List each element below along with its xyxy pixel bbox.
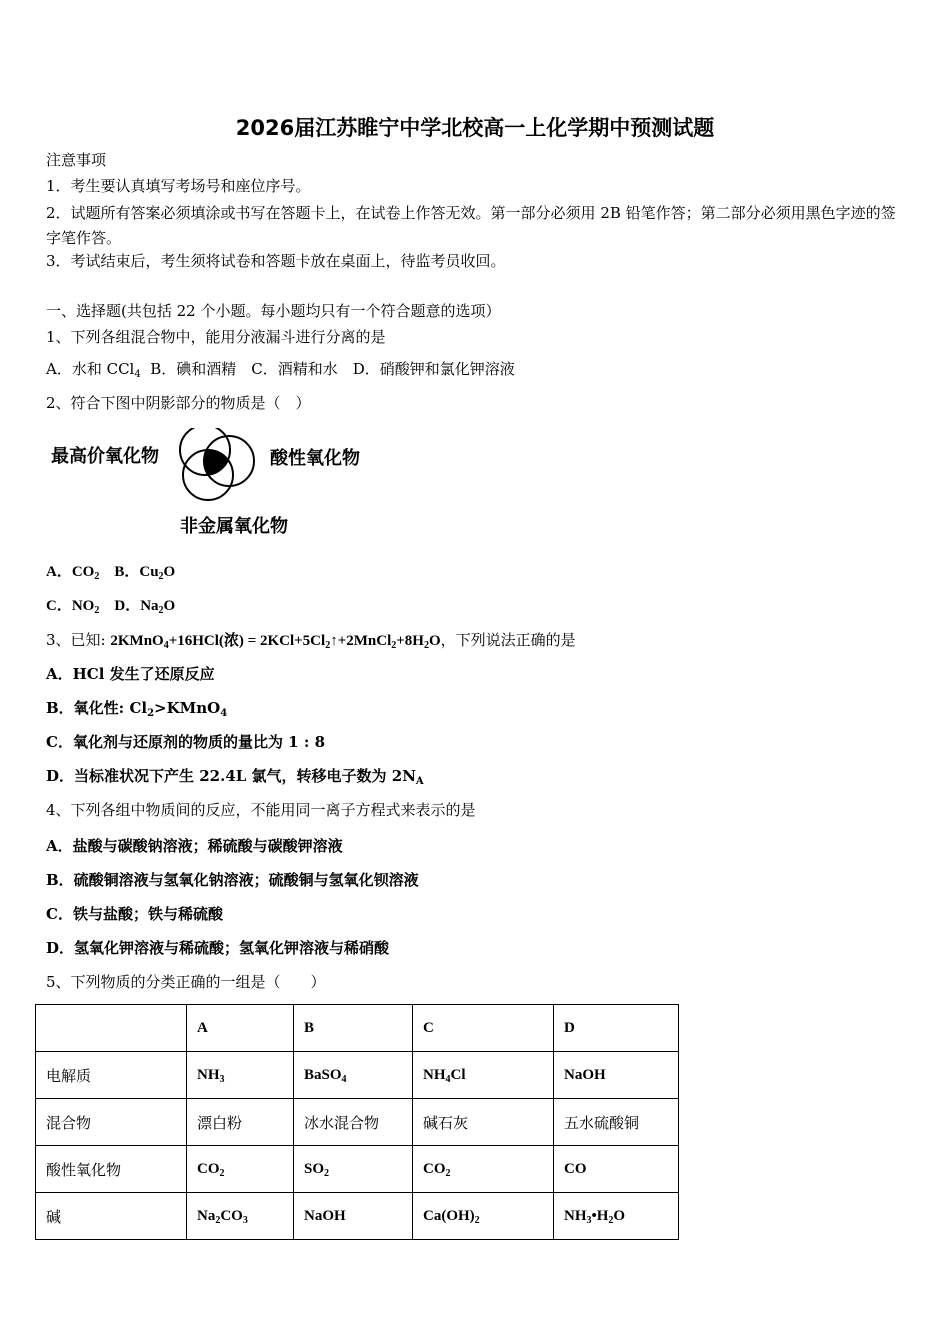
q5-stem: 5、下列物质的分类正确的一组是（ ） — [46, 973, 326, 991]
table-cell: $NH_4Cl$ — [413, 1052, 554, 1099]
table-cell: 五水硫酸铜 — [554, 1099, 679, 1146]
q2-options-cd: C．$NO_2$ D．$Na_2O$ — [46, 598, 176, 616]
row-label: 混合物 — [36, 1099, 187, 1146]
venn-diagram — [48, 428, 388, 540]
table-cell: $Ca(OH)_2$ — [413, 1193, 554, 1240]
table-cell: NaOH — [294, 1193, 413, 1240]
table-row — [36, 1146, 679, 1193]
table-cell: BaSO$_4$ — [294, 1052, 413, 1099]
q1-a: A．水和 CCl — [46, 360, 135, 378]
table-header-row — [36, 1005, 679, 1052]
table-cell: $SO_2$ — [294, 1146, 413, 1193]
q3-option-a: A．HCl 发生了还原反应 — [46, 665, 215, 683]
notice-item-1: 1．考生要认真填写考场号和座位序号。 — [46, 177, 311, 195]
venn-circles — [48, 428, 388, 540]
q3-option-c: C．氧化剂与还原剂的物质的量比为 1 : 8 — [46, 733, 326, 751]
table-row — [36, 1193, 679, 1240]
table-header-cell: D — [554, 1005, 679, 1052]
table-cell: NaOH — [554, 1052, 679, 1099]
section-heading: 一、选择题(共包括 22 个小题。每小题均只有一个符合题意的选项） — [46, 302, 501, 320]
table-cell: $CO_2$ — [187, 1146, 294, 1193]
table-cell: $CO_2$ — [413, 1146, 554, 1193]
q1-rest: B．碘和酒精 C．酒精和水 D．硝酸钾和氯化钾溶液 — [140, 360, 515, 378]
q4-stem: 4、下列各组中物质间的反应，不能用同一离子方程式来表示的是 — [46, 801, 476, 819]
q2-options-ab: A．$CO_2$ B．$Cu_2O$ — [46, 564, 176, 582]
table-cell: 碱石灰 — [413, 1099, 554, 1146]
classification-table — [35, 1004, 679, 1240]
table-cell: $Na_2CO_3$ — [187, 1193, 294, 1240]
notice-item-2: 2．试题所有答案必须填涂或书写在答题卡上，在试卷上作答无效。第一部分必须用 2B 铅笔作答；第二部分必须用黑色字迹的签字笔作答。 — [46, 204, 896, 247]
table-row — [36, 1099, 679, 1146]
table-header-cell: B — [294, 1005, 413, 1052]
notice-heading: 注意事项 — [46, 151, 107, 169]
table-cell: CO — [554, 1146, 679, 1193]
row-label: 酸性氧化物 — [36, 1146, 187, 1193]
q1-options — [46, 359, 515, 379]
venn-label-bottom: 非金属氧化物 — [180, 516, 288, 537]
row-label: 电解质 — [36, 1052, 187, 1099]
q3-stem: 3、已知: 2KMnO$_4$+16HCl(浓) = $2KCl+5Cl_2↑+2MnCl_2+8H_2O$，下列说法正确的是 — [46, 631, 576, 651]
table-header-cell: C — [413, 1005, 554, 1052]
venn-label-right: 酸性氧化物 — [270, 448, 360, 469]
table-header-cell: A — [187, 1005, 294, 1052]
q4-option-b: B．硫酸铜溶液与氢氧化钠溶液；硫酸铜与氢氧化钡溶液 — [46, 871, 419, 889]
table-cell: 冰水混合物 — [294, 1099, 413, 1146]
q1-a-sub: 4 — [134, 369, 141, 380]
q4-option-a: A．盐酸与碳酸钠溶液；稀硫酸与碳酸钾溶液 — [46, 837, 343, 855]
page-title: 2026届江苏睢宁中学北校高一上化学期中预测试题 — [235, 116, 715, 140]
table-cell: 漂白粉 — [187, 1099, 294, 1146]
q1-stem: 1、下列各组混合物中，能用分液漏斗进行分离的是 — [46, 328, 386, 346]
table-header-cell — [36, 1005, 187, 1052]
venn-label-left: 最高价氧化物 — [51, 446, 159, 467]
q3-option-d: D．当标准状况下产生 22.4L 氯气，转移电子数为 $2N_A$ — [46, 767, 424, 787]
q3-option-b: B．氧化性: $Cl_2>KMnO_4$ — [46, 699, 228, 719]
q2-stem: 2、符合下图中阴影部分的物质是（ ） — [46, 394, 311, 412]
notice-item-3: 3．考试结束后，考生须将试卷和答题卡放在桌面上，待监考员收回。 — [46, 252, 506, 270]
table-cell: $NH_3•H_2O$ — [554, 1193, 679, 1240]
table-cell: $NH_3$ — [187, 1052, 294, 1099]
row-label: 碱 — [36, 1193, 187, 1240]
q4-option-c: C．铁与盐酸；铁与稀硫酸 — [46, 905, 223, 923]
q4-option-d: D．氢氧化钾溶液与稀硫酸；氢氧化钾溶液与稀硝酸 — [46, 939, 390, 957]
table-row — [36, 1052, 679, 1099]
q3-equation: 2KMnO$_4$+16HCl(浓) = $2KCl+5Cl_2↑+2MnCl_2+8H_2O$ — [110, 633, 441, 651]
